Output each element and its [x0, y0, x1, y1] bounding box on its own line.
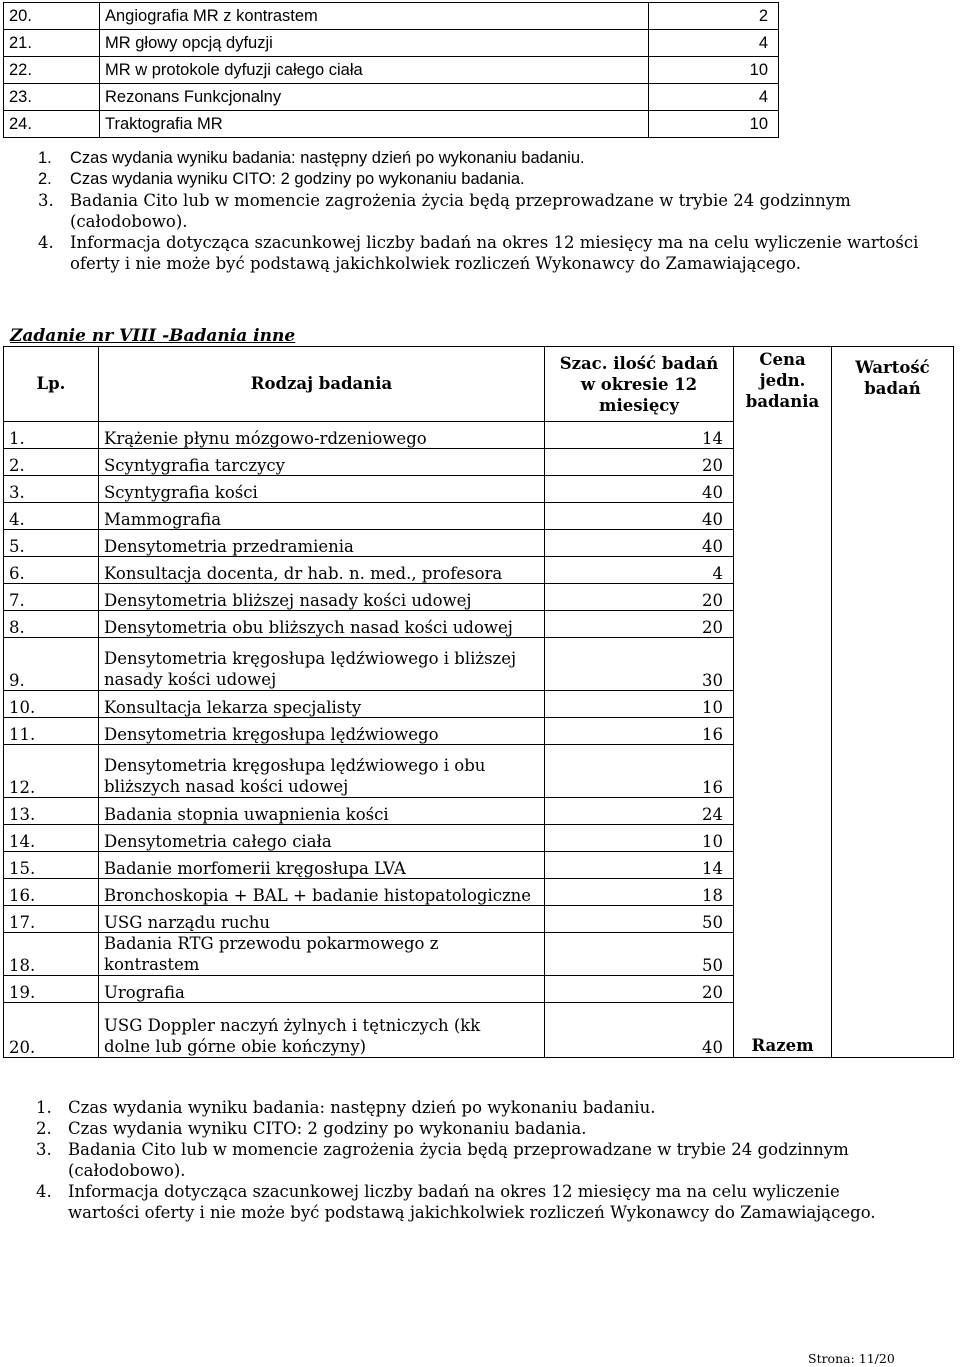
unit-price-cell — [734, 906, 832, 933]
header-line: Szac. ilość badań — [559, 353, 719, 373]
row-number: 14. — [4, 825, 99, 852]
total-value-cell — [832, 422, 954, 449]
header-line: badania — [745, 392, 820, 411]
unit-price-cell — [734, 798, 832, 825]
header-study-type: Rodzaj badania — [99, 347, 545, 422]
table-row — [4, 557, 954, 584]
study-name: Rezonans Funkcjonalny — [100, 84, 649, 111]
header-line: Wartość — [855, 358, 930, 377]
row-number: 19. — [4, 976, 99, 1003]
unit-price-cell — [734, 476, 832, 503]
study-name: Krążenie płynu mózgowo-rdzeniowego — [99, 422, 545, 449]
note-number: 4. — [36, 1182, 52, 1201]
table-row — [4, 3, 779, 30]
study-name: Traktografia MR — [100, 111, 649, 138]
table-row — [4, 798, 954, 825]
study-name — [99, 933, 545, 976]
study-quantity: 40 — [545, 476, 734, 503]
table-row — [4, 584, 954, 611]
study-name-line: USG Doppler naczyń żylnych i tętniczych (kk — [104, 1015, 481, 1035]
study-name — [99, 1003, 545, 1058]
header-line: jedn. — [759, 371, 806, 390]
study-name-line: Badania RTG przewodu pokarmowego z — [104, 934, 439, 953]
table-row — [4, 976, 954, 1003]
table-header-row — [4, 347, 954, 422]
unit-price-cell — [734, 879, 832, 906]
table-row — [4, 57, 779, 84]
study-quantity: 40 — [545, 530, 734, 557]
row-number: 2. — [4, 449, 99, 476]
notes-list-bottom — [36, 1097, 916, 1223]
study-name-line: dolne lub górne obie kończyny) — [104, 1036, 367, 1056]
note-text: Informacja dotycząca szacunkowej liczby badań na okres 12 miesięcy ma na celu wyliczenie wartości oferty i nie może być podstawą jakichkolwiek rozliczeń Wykonawcy do Zamawiającego. — [70, 233, 919, 273]
note-item — [38, 148, 938, 169]
study-name: Densytometria przedramienia — [99, 530, 545, 557]
table-row — [4, 933, 954, 976]
study-name: Densytometria kręgosłupa lędźwiowego — [99, 718, 545, 745]
unit-price-cell — [734, 422, 832, 449]
study-quantity: 50 — [545, 933, 734, 976]
table-row — [4, 745, 954, 798]
study-name: Densytometria bliższej nasady kości udowej — [99, 584, 545, 611]
study-name: Badania stopnia uwapnienia kości — [99, 798, 545, 825]
table-row — [4, 30, 779, 57]
study-name: MR w protokole dyfuzji całego ciała — [100, 57, 649, 84]
study-name — [99, 638, 545, 691]
study-quantity: 40 — [545, 1003, 734, 1058]
note-item — [36, 1139, 916, 1181]
study-quantity: 18 — [545, 879, 734, 906]
total-value-cell — [832, 933, 954, 976]
unit-price-cell — [734, 503, 832, 530]
row-number: 10. — [4, 691, 99, 718]
study-name-line: kontrastem — [104, 955, 200, 974]
study-quantity: 50 — [545, 906, 734, 933]
study-name: Angiografia MR z kontrastem — [100, 3, 649, 30]
note-item — [38, 232, 938, 274]
unit-price-cell — [734, 976, 832, 1003]
row-number: 8. — [4, 611, 99, 638]
row-number: 20. — [4, 1003, 99, 1058]
study-quantity: 14 — [545, 422, 734, 449]
total-value-cell — [832, 557, 954, 584]
note-number: 3. — [38, 191, 54, 210]
row-number: 9. — [4, 638, 99, 691]
unit-price-cell — [734, 611, 832, 638]
row-number: 12. — [4, 745, 99, 798]
note-number: 3. — [36, 1140, 52, 1159]
study-quantity: 40 — [545, 503, 734, 530]
total-value-cell — [832, 825, 954, 852]
study-quantity: 30 — [545, 638, 734, 691]
table-row — [4, 84, 779, 111]
total-value-cell — [832, 718, 954, 745]
study-quantity: 16 — [545, 718, 734, 745]
header-line: badań — [864, 379, 921, 398]
row-number: 17. — [4, 906, 99, 933]
study-name: Mammografia — [99, 503, 545, 530]
note-number: 1. — [38, 149, 52, 167]
table-row — [4, 476, 954, 503]
study-quantity: 24 — [545, 798, 734, 825]
table-row — [4, 825, 954, 852]
row-number: 5. — [4, 530, 99, 557]
study-name — [99, 745, 545, 798]
unit-price-cell — [734, 584, 832, 611]
header-unit-price — [734, 347, 832, 422]
row-number: 4. — [4, 503, 99, 530]
total-value-cell — [832, 976, 954, 1003]
note-text: Czas wydania wyniku CITO: 2 godziny po wykonaniu badania. — [70, 170, 525, 188]
table-row — [4, 422, 954, 449]
row-number: 7. — [4, 584, 99, 611]
note-number: 4. — [38, 233, 54, 252]
header-line: miesięcy — [599, 395, 679, 415]
note-item — [36, 1097, 916, 1118]
study-quantity: 2 — [649, 3, 779, 30]
row-number: 20. — [4, 3, 100, 30]
other-studies-table — [3, 346, 954, 1058]
total-value-cell — [832, 476, 954, 503]
study-name: USG narządu ruchu — [99, 906, 545, 933]
table-row — [4, 111, 779, 138]
unit-price-cell — [734, 852, 832, 879]
table-row — [4, 449, 954, 476]
total-value-cell — [832, 611, 954, 638]
grand-total-cell — [832, 1003, 954, 1058]
study-name: Konsultacja docenta, dr hab. n. med., profesora — [99, 557, 545, 584]
study-name: MR głowy opcją dyfuzji — [100, 30, 649, 57]
table-row — [4, 611, 954, 638]
row-number: 22. — [4, 57, 100, 84]
note-text: Czas wydania wyniku badania: następny dzień po wykonaniu badaniu. — [68, 1098, 656, 1117]
header-total-value — [832, 347, 954, 422]
study-name-line: Densytometria kręgosłupa lędźwiowego i bliższej — [104, 649, 517, 668]
unit-price-cell — [734, 933, 832, 976]
study-quantity: 16 — [545, 745, 734, 798]
total-value-cell — [832, 638, 954, 691]
unit-price-cell — [734, 530, 832, 557]
row-number: 18. — [4, 933, 99, 976]
table-row — [4, 906, 954, 933]
table-row — [4, 503, 954, 530]
note-text: Badania Cito lub w momencie zagrożenia życia będą przeprowadzane w trybie 24 godzinnym (całodobowo). — [68, 1140, 849, 1180]
study-quantity: 4 — [649, 30, 779, 57]
row-number: 16. — [4, 879, 99, 906]
total-label: Razem — [734, 1003, 832, 1058]
note-item — [38, 190, 938, 232]
unit-price-cell — [734, 825, 832, 852]
study-name: Scyntygrafia tarczycy — [99, 449, 545, 476]
note-number: 2. — [36, 1119, 52, 1138]
study-name: Scyntygrafia kości — [99, 476, 545, 503]
note-number: 1. — [36, 1098, 52, 1117]
total-value-cell — [832, 584, 954, 611]
unit-price-cell — [734, 449, 832, 476]
note-item — [36, 1118, 916, 1139]
study-name: Konsultacja lekarza specjalisty — [99, 691, 545, 718]
row-number: 3. — [4, 476, 99, 503]
study-name: Badanie morfomerii kręgosłupa LVA — [99, 852, 545, 879]
unit-price-cell — [734, 718, 832, 745]
study-quantity: 20 — [545, 449, 734, 476]
table-row — [4, 1003, 954, 1058]
unit-price-cell — [734, 745, 832, 798]
study-quantity: 4 — [545, 557, 734, 584]
note-text: Czas wydania wyniku badania: następny dzień po wykonaniu badaniu. — [70, 149, 585, 167]
row-number: 23. — [4, 84, 100, 111]
header-line: w okresie 12 — [580, 374, 698, 394]
study-name-line: nasady kości udowej — [104, 670, 277, 689]
row-number: 15. — [4, 852, 99, 879]
note-text: Badania Cito lub w momencie zagrożenia życia będą przeprowadzane w trybie 24 godzinnym (całodobowo). — [70, 191, 851, 231]
study-quantity: 4 — [649, 84, 779, 111]
study-name: Densytometria całego ciała — [99, 825, 545, 852]
study-name-line: Densytometria kręgosłupa lędźwiowego i obu — [104, 756, 486, 775]
note-item — [38, 169, 938, 190]
note-text: Czas wydania wyniku CITO: 2 godziny po wykonaniu badania. — [68, 1119, 587, 1138]
row-number: 6. — [4, 557, 99, 584]
note-text: Informacja dotycząca szacunkowej liczby badań na okres 12 miesięcy ma na celu wyliczenie wartości oferty i nie może być podstawą jakichkolwiek rozliczeń Wykonawcy do Zamawiającego. — [68, 1182, 876, 1222]
page-number: Strona: 11/20 — [808, 1351, 895, 1366]
unit-price-cell — [734, 557, 832, 584]
total-value-cell — [832, 530, 954, 557]
study-name-line: bliższych nasad kości udowej — [104, 777, 349, 796]
total-value-cell — [832, 852, 954, 879]
study-quantity: 20 — [545, 976, 734, 1003]
table-row — [4, 638, 954, 691]
study-quantity: 10 — [649, 111, 779, 138]
total-value-cell — [832, 745, 954, 798]
table-row — [4, 718, 954, 745]
study-quantity: 10 — [649, 57, 779, 84]
total-value-cell — [832, 691, 954, 718]
total-value-cell — [832, 798, 954, 825]
section-title: Zadanie nr VIII -Badania inne — [10, 326, 296, 346]
header-lp: Lp. — [4, 347, 99, 422]
header-estimated-quantity — [545, 347, 734, 422]
notes-list-top — [38, 148, 938, 274]
unit-price-cell — [734, 638, 832, 691]
row-number: 24. — [4, 111, 100, 138]
mr-studies-table — [3, 2, 779, 138]
table-row — [4, 691, 954, 718]
study-quantity: 14 — [545, 852, 734, 879]
table-row — [4, 879, 954, 906]
note-item — [36, 1181, 916, 1223]
study-quantity: 20 — [545, 584, 734, 611]
study-name: Bronchoskopia + BAL + badanie histopatologiczne — [99, 879, 545, 906]
study-quantity: 10 — [545, 825, 734, 852]
row-number: 21. — [4, 30, 100, 57]
table-row — [4, 530, 954, 557]
study-name: Densytometria obu bliższych nasad kości udowej — [99, 611, 545, 638]
row-number: 13. — [4, 798, 99, 825]
header-line: Cena — [759, 350, 806, 369]
total-value-cell — [832, 449, 954, 476]
row-number: 1. — [4, 422, 99, 449]
total-value-cell — [832, 879, 954, 906]
study-quantity: 10 — [545, 691, 734, 718]
table-row — [4, 852, 954, 879]
total-value-cell — [832, 503, 954, 530]
study-quantity: 20 — [545, 611, 734, 638]
total-value-cell — [832, 906, 954, 933]
row-number: 11. — [4, 718, 99, 745]
study-name: Urografia — [99, 976, 545, 1003]
unit-price-cell — [734, 691, 832, 718]
note-number: 2. — [38, 170, 52, 188]
